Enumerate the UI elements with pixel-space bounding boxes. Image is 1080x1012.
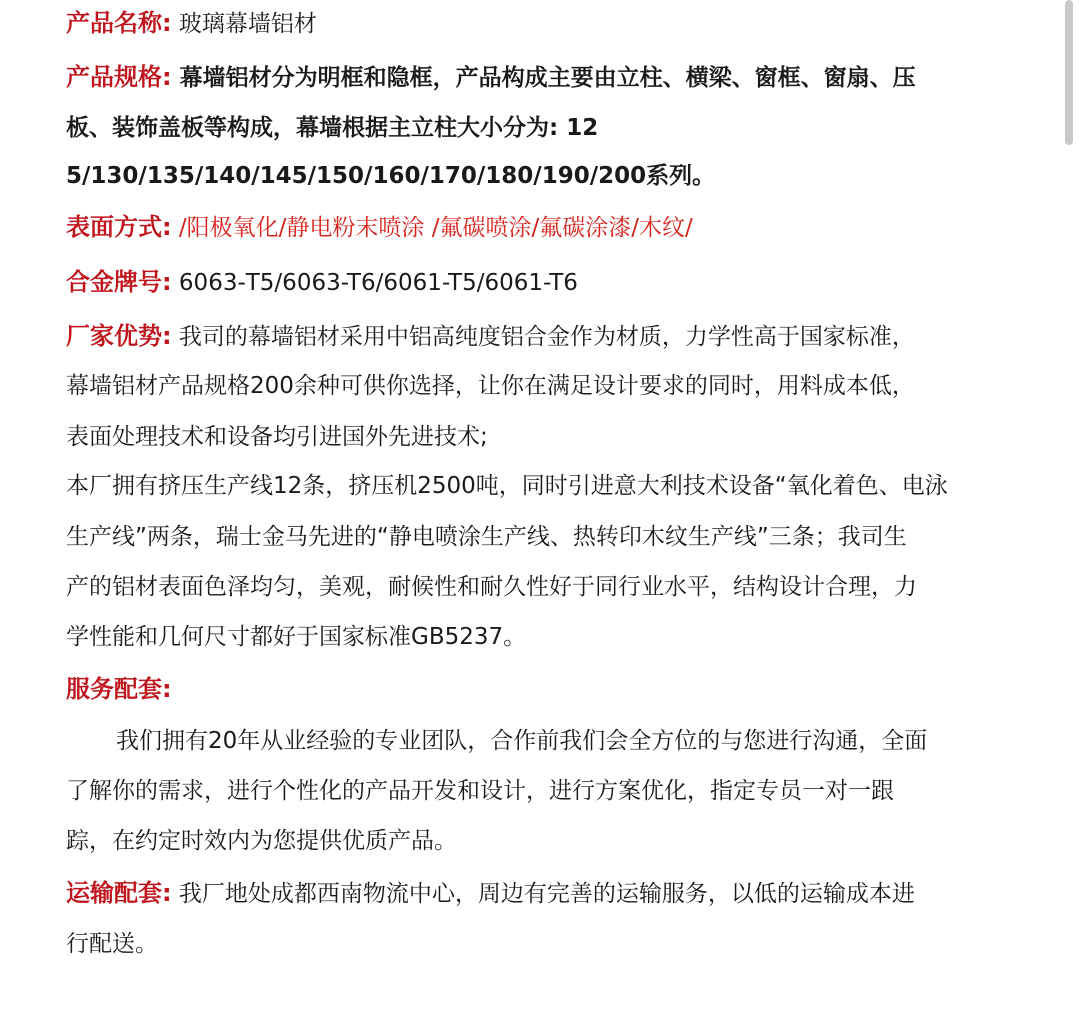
- advantage-label: 厂家优势:: [66, 322, 172, 350]
- product-spec-text-1: 幕墙铝材分为明框和隐框，产品构成主要由立柱、横梁、窗框、窗扇、压: [179, 65, 916, 91]
- service-label: 服务配套:: [66, 675, 172, 703]
- advantage-row: 本厂拥有挤压生产线12条，挤压机2500吨，同时引进意大利技术设备“氧化着色、电泳: [66, 473, 948, 499]
- alloy-row: [66, 266, 578, 298]
- product-spec-row-3: [66, 160, 715, 192]
- transport-row-2: 行配送。: [66, 931, 158, 957]
- advantage-row: 幕墙铝材产品规格200余种可供你选择，让你在满足设计要求的同时，用料成本低，: [66, 373, 915, 399]
- advantage-row: 产的铝材表面色泽均匀，美观，耐候性和耐久性好于同行业水平，结构设计合理，力: [66, 574, 917, 600]
- alloy-label: 合金牌号:: [66, 268, 172, 296]
- product-spec-row-2: [66, 112, 598, 144]
- product-spec-row-1: [66, 61, 916, 93]
- product-name-label: 产品名称:: [66, 9, 172, 37]
- advantage-row: 表面处理技术和设备均引进国外先进技术;: [66, 424, 488, 450]
- transport-text-1: 我厂地处成都西南物流中心，周边有完善的运输服务，以低的运输成本进: [178, 881, 915, 907]
- transport-row-1: [66, 877, 915, 909]
- service-row: 我们拥有20年从业经验的专业团队，合作前我们会全方位的与您进行沟通，全面: [116, 728, 928, 754]
- vertical-scrollbar[interactable]: [1064, 0, 1074, 1012]
- transport-label: 运输配套:: [66, 879, 172, 907]
- product-spec-label: 产品规格:: [66, 63, 172, 91]
- advantage-text: 我司的幕墙铝材采用中铝高纯度铝合金作为材质，力学性高于国家标准，: [178, 324, 915, 350]
- alloy-value: 6063-T5/6063-T6/6061-T5/6061-T6: [178, 270, 578, 296]
- service-row: 踪，在约定时效内为您提供优质产品。: [66, 828, 457, 854]
- surface-label: 表面方式:: [66, 213, 172, 241]
- surface-row: [66, 211, 693, 243]
- product-name-row: [66, 7, 317, 39]
- product-name-value: 玻璃幕墙铝材: [178, 11, 317, 37]
- advantage-row-1: [66, 320, 915, 352]
- product-spec-text-2: 板、装饰盖板等构成，幕墙根据主立柱大小分为: 12: [66, 115, 599, 141]
- advantage-row: 学性能和几何尺寸都好于国家标准GB5237。: [66, 624, 527, 650]
- scrollbar-thumb[interactable]: [1065, 0, 1073, 145]
- advantage-row: 生产线”两条，瑞士金马先进的“静电喷涂生产线、热转印木纹生产线”三条；我司生: [66, 524, 907, 550]
- service-label-row: [66, 673, 172, 705]
- surface-value: /阳极氧化/静电粉末喷涂 /氟碳喷涂/氟碳涂漆/木纹/: [178, 215, 693, 241]
- service-row: 了解你的需求，进行个性化的产品开发和设计，进行方案优化，指定专员一对一跟: [66, 778, 894, 804]
- product-spec-text-3: 5/130/135/140/145/150/160/170/180/190/200系列。: [66, 163, 716, 189]
